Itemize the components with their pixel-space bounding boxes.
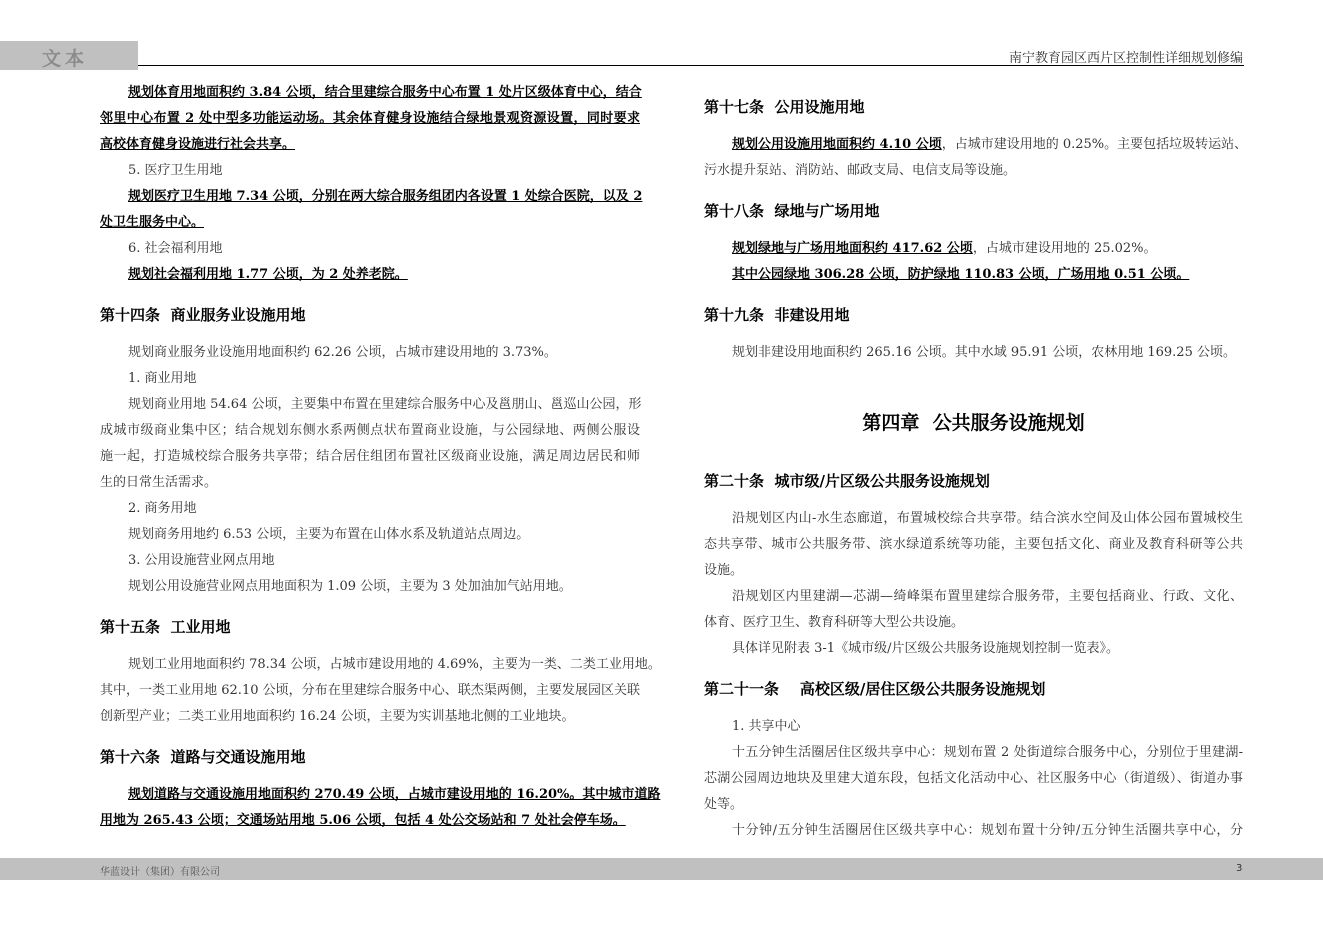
chapter-title: 第四章 公共服务设施规划 <box>862 412 1085 434</box>
paragraph <box>100 782 661 834</box>
paragraph <box>100 522 640 548</box>
paragraph <box>100 184 643 236</box>
text-segment: ，占城市建设用地的 25.02%。 <box>972 241 1157 256</box>
text-segment: 规划社会福利用地 1.77 公顷，为 2 处养老院。 <box>128 267 408 282</box>
text-segment: 规划道路与交通设施用地面积约 270.49 公顷，占城市建设用地的 16.20%。其中城市道路 <box>128 787 661 802</box>
text-line <box>100 236 640 262</box>
text-segment: 芯湖公园周边地块及里建大道东段，包括文化活动中心、社区服务中心（街道级）、街道办事 <box>704 771 1243 786</box>
text-segment: 十五分钟生活圈居住区级共享中心：规划布置 2 处街道综合服务中心，分别位于里建湖- <box>732 745 1243 760</box>
paragraph <box>100 574 640 600</box>
text-segment: 规划商务用地约 6.53 公顷，主要为布置在山体水系及轨道站点周边。 <box>128 527 530 542</box>
text-segment: 用地为 265.43 公顷；交通场站用地 5.06 公顷，包括 4 处公交场站和 7 处社会停车场。 <box>100 813 626 828</box>
text-line <box>704 636 1243 662</box>
text-line <box>100 704 640 730</box>
paragraph <box>100 496 640 522</box>
text-line <box>100 444 640 470</box>
text-segment: 成城市级商业集中区；结合规划东侧水系两侧点状布置商业设施，与公园绿地、两侧公服设 <box>100 423 640 438</box>
text-segment: 沿规划区内里建湖—芯湖—绮峰渠布置里建综合服务带，主要包括商业、行政、文化、 <box>732 589 1243 604</box>
text-line <box>100 808 640 834</box>
text-line <box>100 782 661 808</box>
text-segment: 2. 商务用地 <box>128 501 197 516</box>
text-line <box>704 766 1243 792</box>
text-segment: 5. 医疗卫生用地 <box>128 163 223 178</box>
page-footer <box>0 858 1323 880</box>
document-title: 南宁教育园区西片区控制性详细规划修编 <box>1008 51 1243 66</box>
text-segment: 1. 商业用地 <box>128 371 197 386</box>
article-heading: 第二十条 城市级/片区级公共服务设施规划 <box>704 472 990 490</box>
text-line <box>704 818 1243 844</box>
text-segment: 1. 共享中心 <box>732 719 801 734</box>
text-segment: 规划商业用地 54.64 公顷，主要集中布置在里建综合服务中心及邕朋山、邕巡山公园，形 <box>128 397 642 412</box>
text-segment: 其中，一类工业用地 62.10 公顷，分布在里建综合服务中心、联杰渠两侧，主要发展园区关联 <box>100 683 640 698</box>
text-segment: 处卫生服务中心。 <box>100 215 205 230</box>
text-segment: 6. 社会福利用地 <box>128 241 223 256</box>
text-segment: 规划医疗卫生用地 7.34 公顷，分别在两大综合服务组团内各设置 1 处综合医院，以及 2 <box>128 189 643 204</box>
text-segment: 十分钟/五分钟生活圈居住区级共享中心：规划布置十分钟/五分钟生活圈共享中心，分 <box>732 823 1243 838</box>
right-column <box>704 80 1248 844</box>
text-segment: 邻里中心布置 2 处中型多功能运动场。其余体育健身设施结合绿地景观资源设置，同时要求 <box>100 111 640 126</box>
paragraph <box>100 548 640 574</box>
text-segment: 高校体育健身设施进行社会共享。 <box>100 137 296 152</box>
paragraph <box>704 262 1243 288</box>
text-segment: 沿规划区内山-水生态廊道，布置城校综合共享带。结合滨水空间及山体公园布置城校生 <box>732 511 1243 526</box>
text-segment: 规划工业用地面积约 78.34 公顷，占城市建设用地的 4.69%，主要为一类、二类工业用地。 <box>128 657 661 672</box>
text-line <box>704 532 1243 558</box>
paragraph <box>100 392 640 496</box>
text-segment: 规划绿地与广场用地面积约 417.62 公顷 <box>732 241 973 256</box>
text-line <box>100 366 640 392</box>
article-heading: 第二十一条 高校区级/居住区级公共服务设施规划 <box>704 680 1046 698</box>
text-segment: 施一起，打造城校综合服务共享带；结合居住组团布置社区级商业设施，满足周边居民和师 <box>100 449 640 464</box>
company-name: 华蓝设计（集团）有限公司 <box>100 867 220 878</box>
text-line <box>100 132 640 158</box>
text-segment: 态共享带、城市公共服务带、滨水绿道系统等功能，主要包括文化、商业及教育科研等公共 <box>704 537 1243 552</box>
paragraph <box>704 132 1248 184</box>
text-line <box>704 262 1243 288</box>
text-segment: 污水提升泵站、消防站、邮政支局、电信支局等设施。 <box>704 163 1017 178</box>
paragraph <box>100 366 640 392</box>
text-line <box>100 106 640 132</box>
article-heading: 第十五条 工业用地 <box>100 618 231 636</box>
text-line <box>100 158 640 184</box>
text-line <box>704 132 1248 158</box>
text-line <box>100 184 643 210</box>
paragraph <box>704 584 1243 636</box>
text-line <box>704 584 1243 610</box>
text-line <box>100 496 640 522</box>
article-heading: 第十八条 绿地与广场用地 <box>704 202 880 220</box>
text-segment: 体育、医疗卫生、教育科研等大型公共设施。 <box>704 615 965 630</box>
text-line <box>704 792 1243 818</box>
text-segment: 创新型产业；二类工业用地面积约 16.24 公顷，主要为实训基地北侧的工业地块。 <box>100 709 575 724</box>
paragraph <box>100 80 640 158</box>
paragraph <box>100 236 640 262</box>
text-segment: 具体详见附表 3-1《城市级/片区级公共服务设施规划控制一览表》。 <box>732 641 1119 656</box>
paragraph <box>100 158 640 184</box>
text-line <box>100 522 640 548</box>
text-line <box>100 80 640 106</box>
text-line <box>100 652 661 678</box>
paragraph <box>704 236 1243 262</box>
article-heading: 第十四条 商业服务业设施用地 <box>100 306 306 324</box>
text-segment: ，占城市建设用地的 0.25%。主要包括垃圾转运站、 <box>941 137 1248 152</box>
text-segment: 规划公用设施用地面积约 4.10 公顷 <box>732 137 942 152</box>
text-line <box>100 678 640 704</box>
article-heading: 第十七条 公用设施用地 <box>704 98 865 116</box>
paragraph <box>704 636 1243 662</box>
text-line <box>704 236 1243 262</box>
paragraph <box>704 506 1243 584</box>
section-tab <box>0 41 138 70</box>
text-line <box>704 740 1243 766</box>
text-line <box>704 158 1243 184</box>
text-segment: 生的日常生活需求。 <box>100 475 218 490</box>
text-line <box>100 262 640 288</box>
text-line <box>100 574 640 600</box>
text-line <box>100 340 640 366</box>
section-tab-label: 文本 <box>42 48 89 70</box>
text-line <box>100 210 640 236</box>
page-number: 3 <box>1236 863 1243 874</box>
text-segment: 规划非建设用地面积约 265.16 公顷。其中水域 95.91 公顷，农林用地 169.25 公顷。 <box>732 345 1236 360</box>
article-heading: 第十六条 道路与交通设施用地 <box>100 748 306 766</box>
text-segment: 设施。 <box>704 563 744 578</box>
paragraph <box>100 262 640 288</box>
left-column <box>100 80 661 834</box>
paragraph <box>704 818 1243 844</box>
text-line <box>704 610 1243 636</box>
text-segment: 处等。 <box>704 797 744 812</box>
paragraph <box>100 652 661 730</box>
text-line <box>100 392 640 418</box>
article-heading: 第十九条 非建设用地 <box>704 306 850 324</box>
paragraph <box>704 740 1243 818</box>
text-line <box>704 714 1243 740</box>
text-line <box>100 418 640 444</box>
text-segment: 规划体育用地面积约 3.84 公顷，结合里建综合服务中心布置 1 处片区级体育中心，结合 <box>128 85 642 100</box>
text-line <box>704 340 1243 366</box>
text-line <box>100 548 640 574</box>
text-segment: 规划公用设施营业网点用地面积为 1.09 公顷，主要为 3 处加油加气站用地。 <box>128 579 572 594</box>
paragraph <box>704 714 1243 740</box>
paragraph <box>704 340 1243 366</box>
text-line <box>704 506 1243 532</box>
text-segment: 其中公园绿地 306.28 公顷，防护绿地 110.83 公顷，广场用地 0.51 公顷。 <box>732 267 1190 282</box>
text-line <box>100 470 640 496</box>
text-segment: 3. 公用设施营业网点用地 <box>128 553 275 568</box>
text-line <box>704 558 1243 584</box>
text-segment: 规划商业服务业设施用地面积约 62.26 公顷，占城市建设用地的 3.73%。 <box>128 345 557 360</box>
paragraph <box>100 340 640 366</box>
